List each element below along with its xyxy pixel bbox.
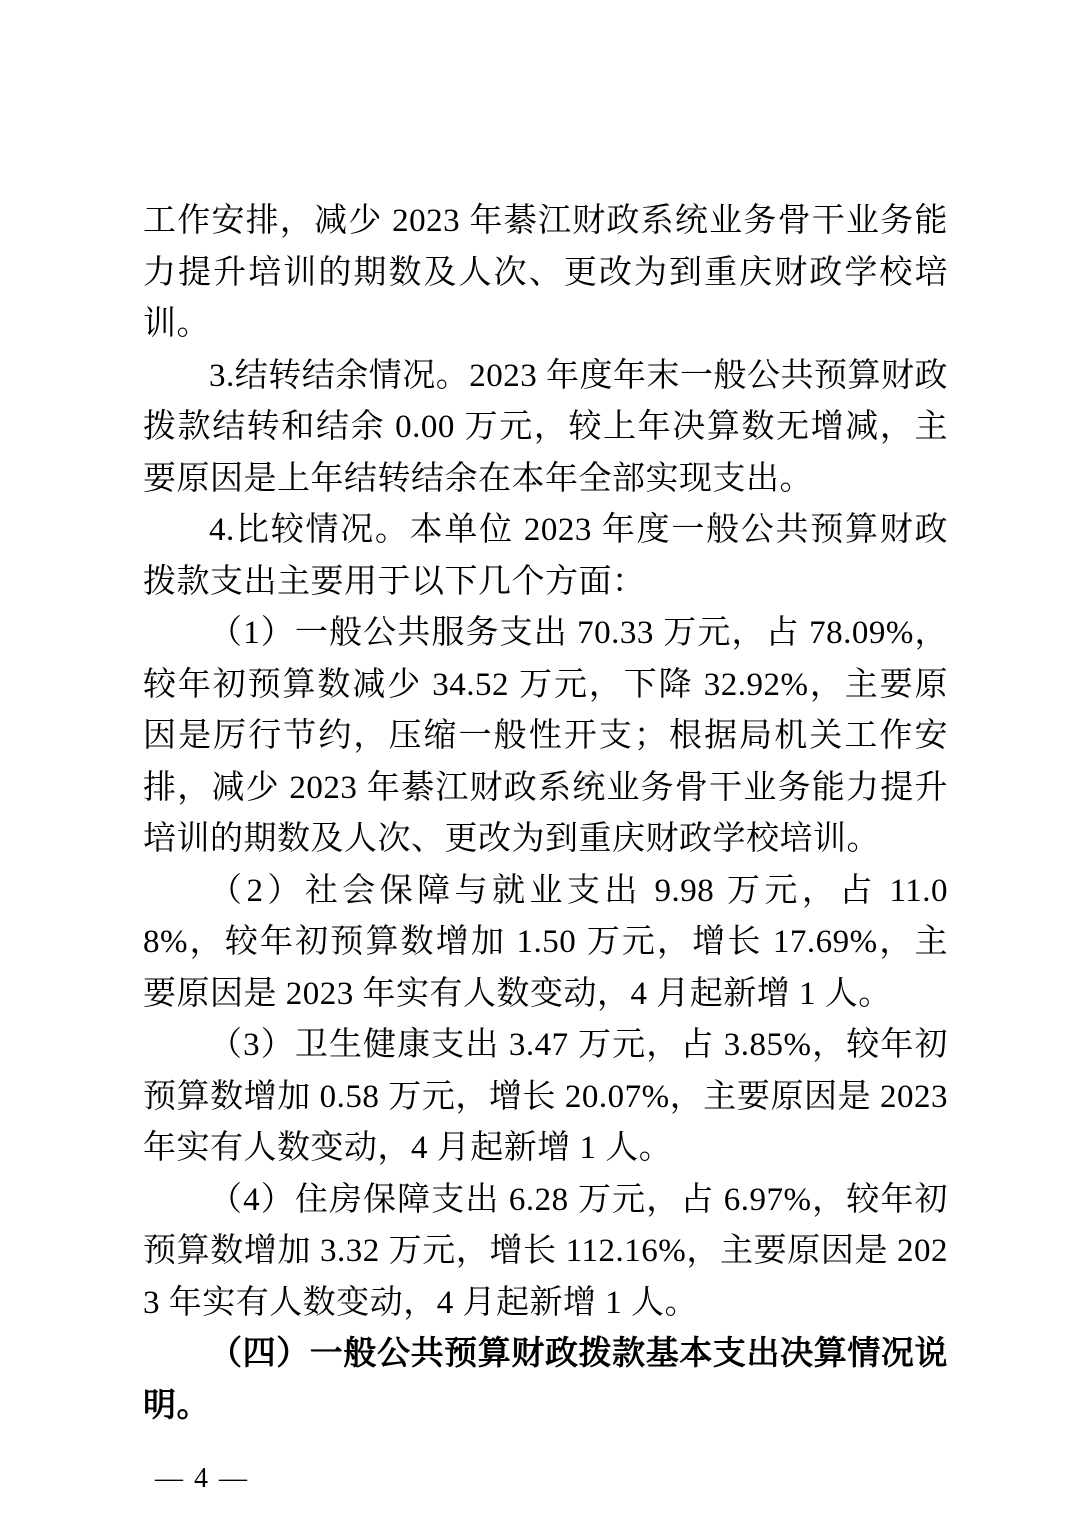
paragraph-housing-security: （4）住房保障支出 6.28 万元，占 6.97%，较年初预算数增加 3.32 万元，增长 112.16%，主要原因是 2023 年实有人数变动，4 月起新增 1 人。: [143, 1181, 948, 1321]
section-heading-basic-expenditure: （四）一般公共预算财政拨款基本支出决算情况说明。: [143, 1336, 948, 1424]
page-number: — 4 —: [155, 1463, 249, 1494]
paragraph-comparison: 4.比较情况。本单位 2023 年度一般公共预算财政拨款支出主要用于以下几个方面：: [143, 512, 948, 600]
document-body: [143, 196, 948, 1432]
paragraph-continuation: 工作安排，减少 2023 年綦江财政系统业务骨干业务能力提升培训的期数及人次、更改为到重庆财政学校培训。: [143, 203, 948, 342]
page-footer: [155, 1462, 249, 1496]
paragraph-social-security-employment: （2）社会保障与就业支出 9.98 万元，占 11.08%，较年初预算数增加 1.50 万元，增长 17.69%，主要原因是 2023 年实有人数变动，4 月起新增 1 人。: [143, 872, 948, 1012]
paragraph-health: （3）卫生健康支出 3.47 万元，占 3.85%，较年初预算数增加 0.58 万元，增长 20.07%，主要原因是 2023 年实有人数变动，4 月起新增 1 人。: [143, 1027, 948, 1166]
paragraph-carryover-balance: 3.结转结余情况。2023 年度年末一般公共预算财政拨款结转和结余 0.00 万元，较上年决算数无增减，主要原因是上年结转结余在本年全部实现支出。: [143, 357, 948, 497]
paragraph-general-public-services: （1）一般公共服务支出 70.33 万元，占 78.09%，较年初预算数减少 34.52 万元，下降 32.92%，主要原因是厉行节约，压缩一般性开支；根据局机关工作安排，减少 2023 年綦江财政系统业务骨干业务能力提升培训的期数及人次、更改为到重庆财政学校培训。: [143, 615, 948, 857]
